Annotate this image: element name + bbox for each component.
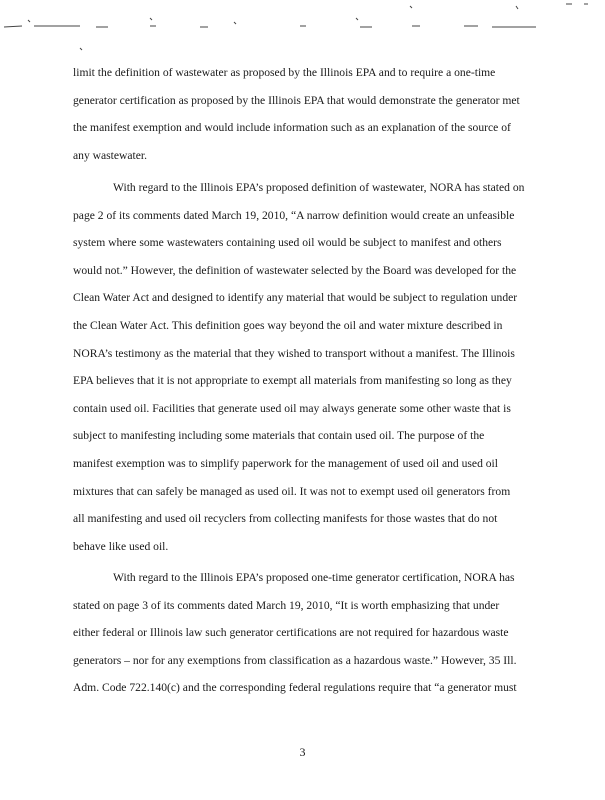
text-line: generators – nor for any exemptions from classification as a hazardous waste.” However, 35 Ill.: [73, 653, 517, 667]
text-line: system where some wastewaters containing used oil would be subject to manifest and others: [73, 236, 502, 250]
text-line: mixtures that can safely be managed as used oil. It was not to exempt used oil generators from: [73, 484, 511, 498]
paragraph-2: [73, 174, 533, 560]
page-number: 3: [299, 745, 306, 759]
paragraph-3: [73, 564, 533, 702]
text-line: page 2 of its comments dated March 19, 2010, “A narrow definition would create an unfeasible: [73, 208, 515, 222]
text-line: all manifesting and used oil recyclers from collecting manifests for those wastes that do not: [73, 512, 498, 526]
text-line: generator certification as proposed by the Illinois EPA that would demonstrate the generator met: [73, 93, 520, 107]
text-line: contain used oil. Facilities that generate used oil may always generate some other waste that is: [73, 401, 511, 415]
text-line: Adm. Code 722.140(c) and the corresponding federal regulations require that “a generator must: [73, 681, 517, 695]
text-line: limit the definition of wastewater as proposed by the Illinois EPA and to require a one-time: [73, 66, 496, 79]
text-line: either federal or Illinois law such generator certifications are not required for hazardous waste: [73, 626, 509, 640]
text-line: With regard to the Illinois EPA’s proposed definition of wastewater, NORA has stated on: [113, 181, 525, 194]
text-line: any wastewater.: [73, 148, 148, 162]
text-line: Clean Water Act and designed to identify any material that would be subject to regulation under: [73, 291, 518, 305]
text-line: the manifest exemption and would include information such as an explanation of the source of: [73, 121, 511, 135]
text-line: NORA’s testimony as the material that they wished to transport without a manifest. The Illinois: [73, 346, 515, 360]
text-line: subject to manifesting including some materials that contain used oil. The purpose of the: [73, 429, 485, 443]
text-line: would not.” However, the definition of wastewater selected by the Board was developed for the: [73, 263, 517, 277]
text-line: the Clean Water Act. This definition goes way beyond the oil and water mixture described in: [73, 318, 503, 332]
text-line: stated on page 3 of its comments dated March 19, 2010, “It is worth emphasizing that under: [73, 598, 500, 612]
text-line: manifest exemption was to simplify paperwork for the management of used oil and used oil: [73, 456, 499, 470]
text-line: behave like used oil.: [73, 539, 169, 553]
scan-artifacts: [0, 0, 605, 60]
paragraph-1: [73, 59, 533, 169]
text-line: EPA believes that it is not appropriate to exempt all materials from manifesting so long as they: [73, 374, 512, 388]
text-line: With regard to the Illinois EPA’s proposed one-time generator certification, NORA has: [113, 571, 515, 584]
